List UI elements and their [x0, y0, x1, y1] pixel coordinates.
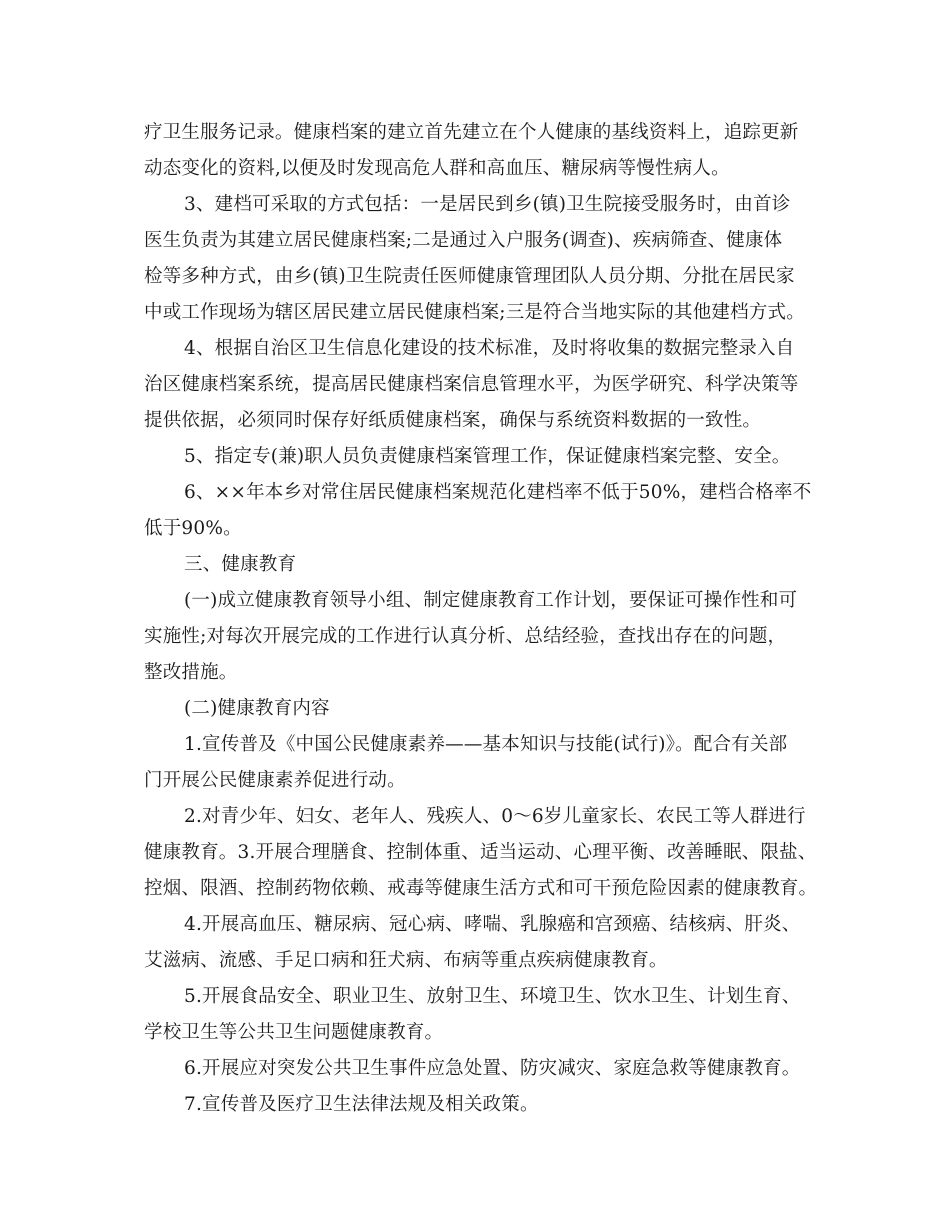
text-line: 2.对青少年、妇女、老年人、残疾人、0～6岁儿童家长、农民工等人群进行: [184, 806, 806, 827]
text-line: 门开展公民健康素养促进行动。: [144, 770, 406, 791]
text-line: 医生负责为其建立居民健康档案;二是通过入户服务(调查)、疾病筛查、健康体: [144, 230, 783, 251]
subsection-heading: (二)健康教育内容: [184, 698, 330, 719]
text-line: 健康教育。3.开展合理膳食、控制体重、适当运动、心理平衡、改善睡眠、限盐、: [144, 842, 817, 863]
text-line: 7.宣传普及医疗卫生法律法规及相关政策。: [184, 1094, 539, 1115]
text-line: 中或工作现场为辖区居民建立居民健康档案;三是符合当地实际的其他建档方式。: [144, 302, 805, 323]
text-line: 治区健康档案系统，提高居民健康档案信息管理水平，为医学研究、科学决策等: [144, 374, 799, 395]
text-line: 3、建档可采取的方式包括：一是居民到乡(镇)卫生院接受服务时，由首诊: [184, 194, 791, 215]
text-line: 5、指定专(兼)职人员负责健康档案管理工作，保证健康档案完整、安全。: [184, 446, 791, 467]
text-line: 提供依据，必须同时保存好纸质健康档案，确保与系统资料数据的一致性。: [144, 410, 762, 431]
text-line: 检等多种方式，由乡(镇)卫生院责任医师健康管理团队人员分期、分批在居民家: [144, 266, 795, 287]
text-line: 整改措施。: [144, 662, 238, 683]
text-line: 低于90%。: [144, 518, 242, 539]
text-line: 疗卫生服务记录。健康档案的建立首先建立在个人健康的基线资料上，追踪更新: [144, 122, 799, 143]
text-line: 5.开展食品安全、职业卫生、放射卫生、环境卫生、饮水卫生、计划生育、: [184, 986, 801, 1007]
text-line: 艾滋病、流感、手足口病和狂犬病、布病等重点疾病健康教育。: [144, 950, 668, 971]
text-line: 4.开展高血压、糖尿病、冠心病、哮喘、乳腺癌和宫颈癌、结核病、肝炎、: [184, 914, 801, 935]
text-line: 6.开展应对突发公共卫生事件应急处置、防灾减灾、家庭急救等健康教育。: [184, 1058, 801, 1079]
text-line: 4、根据自治区卫生信息化建设的技术标准，及时将收集的数据完整录入自: [184, 338, 795, 359]
text-line: 学校卫生等公共卫生问题健康教育。: [144, 1022, 444, 1043]
text-line: 6、××年本乡对常住居民健康档案规范化建档率不低于50%，建档合格率不: [184, 482, 812, 503]
text-line: 1.宣传普及《中国公民健康素养——基本知识与技能(试行)》。配合有关部: [184, 734, 788, 755]
section-heading: 三、健康教育: [184, 554, 297, 575]
text-line: (一)成立健康教育领导小组、制定健康教育工作计划，要保证可操作性和可: [184, 590, 798, 611]
text-line: 动态变化的资料,以便及时发现高危人群和高血压、糖尿病等慢性病人。: [144, 158, 730, 179]
text-line: 实施性;对每次开展完成的工作进行认真分析、总结经验，查找出存在的问题，: [144, 626, 787, 647]
text-line: 控烟、限酒、控制药物依赖、戒毒等健康生活方式和可干预危险因素的健康教育。: [144, 878, 818, 899]
